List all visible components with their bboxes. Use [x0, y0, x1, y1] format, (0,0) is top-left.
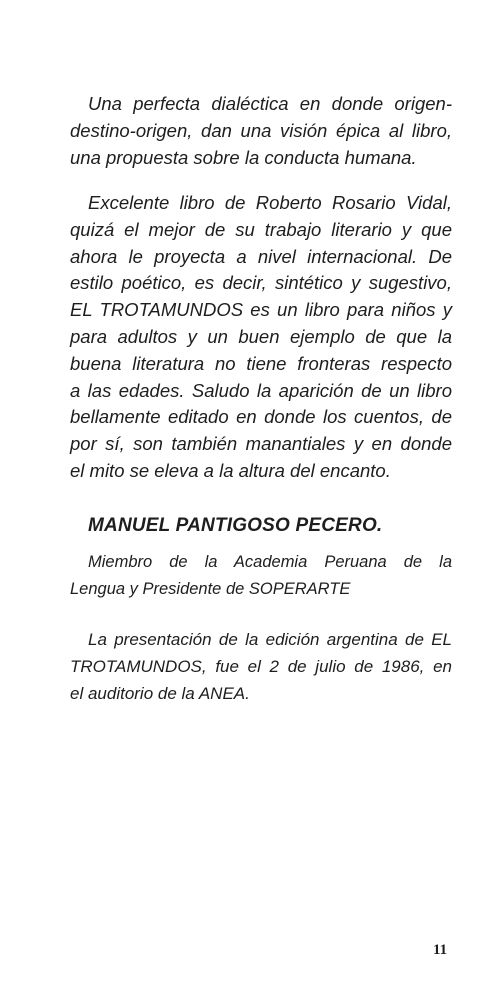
- text-line: Excelente libro de Roberto Rosario Vidal,: [88, 192, 452, 213]
- paragraph-vision: [70, 91, 452, 171]
- text-line: quizá el mejor de su trabajo literario y que: [70, 218, 452, 240]
- text-line: buena literatura no tiene fronteras respecto: [70, 352, 452, 374]
- paragraph-presentation: [70, 626, 452, 707]
- text-line: a las edades. Saludo la aparición de un libro: [70, 379, 452, 401]
- text-line: Miembro de la Academia Peruana de la: [88, 553, 452, 571]
- paragraph-review: [70, 190, 452, 485]
- text-line: el mito se eleva a la altura del encanto.: [70, 459, 391, 481]
- text-line: bellamente editado en donde los cuentos, de: [70, 406, 452, 428]
- text-line: La presentación de la edición argentina de EL: [88, 630, 452, 649]
- text-line: Lengua y Presidente de SOPERARTE: [70, 579, 351, 598]
- author-name: MANUEL PANTIGOSO PECERO.: [88, 515, 383, 536]
- text-line: ahora le proyecta a nivel internacional. De: [70, 245, 452, 267]
- text-line: para adultos y un buen ejemplo de que la: [70, 325, 452, 347]
- text-line: estilo poético, es decir, sintético y sugestivo,: [70, 272, 452, 294]
- text-line: el auditorio de la ANEA.: [70, 684, 250, 703]
- text-line: EL TROTAMUNDOS es un libro para niños y: [70, 299, 452, 321]
- text-line: destino-origen, dan una visión épica al libro,: [70, 119, 452, 141]
- text-line: Una perfecta dialéctica en donde origen-: [88, 93, 452, 114]
- author-role: [70, 549, 452, 602]
- text-line: una propuesta sobre la conducta humana.: [70, 146, 417, 168]
- page-number: 11: [433, 942, 448, 958]
- text-line: TROTAMUNDOS, fue el 2 de julio de 1986, en: [70, 657, 452, 676]
- text-line: por sí, son también manantiales y en donde: [70, 433, 452, 455]
